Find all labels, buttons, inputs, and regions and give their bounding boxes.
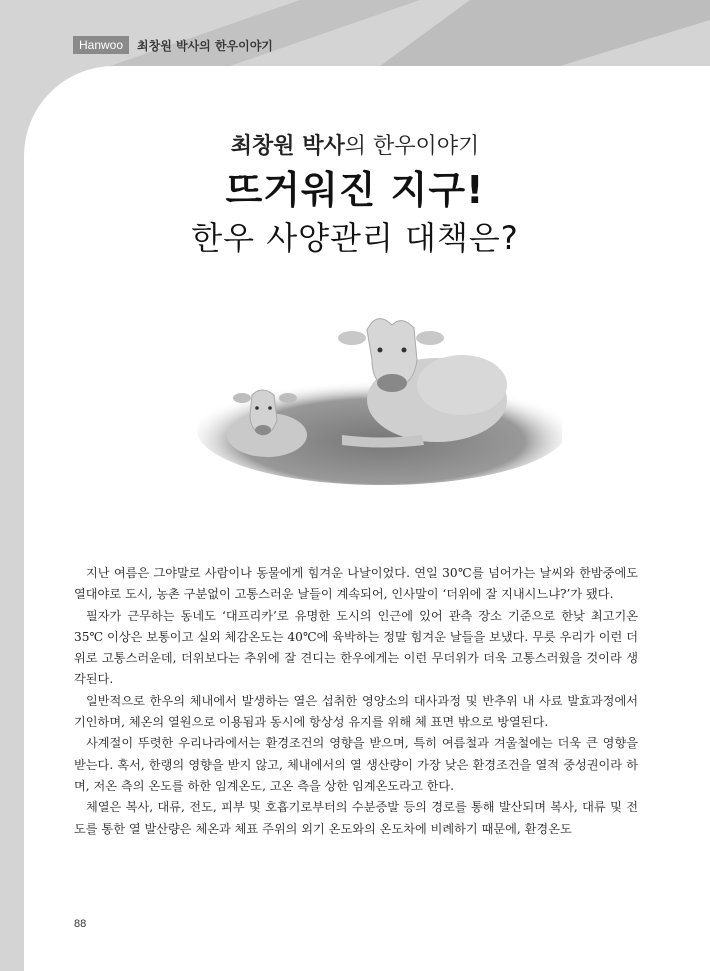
running-header [73,35,273,55]
article-body [74,563,638,840]
subtitle-rest: 의 한우이야기 [344,134,480,159]
subtitle-author: 최창원 박사 [230,134,345,159]
article-subtitle [0,132,710,162]
article-title-line1: 뜨거워진 지구! [225,168,485,212]
article-title-line2: 한우 사양관리 대책은? [191,219,519,257]
paragraph: 일반적으로 한우의 체내에서 발생하는 열은 섭취한 영양소의 대사과정 및 반추위 내 사료 발효과정에서 기인하며, 체온의 열원으로 이용됨과 동시에 항상성 유지를 위해 체 표면 밖으로 방열된다. [74,693,638,730]
paragraph: 체열은 복사, 대류, 전도, 피부 및 호흡기로부터의 수분증발 등의 경로를 통해 발산되며 복사, 대류 및 전도를 통한 열 발산량은 체온과 체표 주위의 외기 온도와의 온도차에 비례하기 때문에, 환경온도 [74,800,638,836]
paragraph: 사계절이 뚜렷한 우리나라에서는 환경조건의 영향을 받으며, 특히 여름철과 겨울철에는 더욱 큰 영향을 받는다. 혹서, 한랭의 영향을 받지 않고, 체내에서의 열 생산량이 가장 낮은 환경조건을 열적 중성권이라 하며, 저온 측의 온도를 하한 임계온도, 고온 측을 상한 임계온도라고 한다. [74,736,638,793]
paragraph: 지난 여름은 그야말로 사람이나 동물에게 힘겨운 나날이었다. 연일 30℃를 넘어가는 날씨와 한밤중에도 열대야로 도시, 농촌 구분없이 고통스러운 날들이 계속되어, 인사말이 ‘더위에 잘 지내시느냐?’가 됐다. [74,566,638,602]
page-number: 88 [74,918,87,930]
header-tag: Hanwoo [73,36,129,54]
article-title-block [0,66,710,260]
cow-and-calf-photo [192,290,562,490]
paragraph: 필자가 근무하는 동네도 ‘대프리카’로 유명한 도시의 인근에 있어 관측 장소 기준으로 한낮 최고기온 35℃ 이상은 보통이고 실외 체감온도는 40℃에 육박하는 정말 힘겨운 날들을 보냈다. 무릇 우리가 이런 더위로 고통스러운데, 더위보다는 추위에 잘 견디는 한우에게는 이런 무더위가 더욱 고통스러웠을 것이라 생각된다. [74,608,638,687]
header-title: 최창원 박사의 한우이야기 [137,38,273,53]
